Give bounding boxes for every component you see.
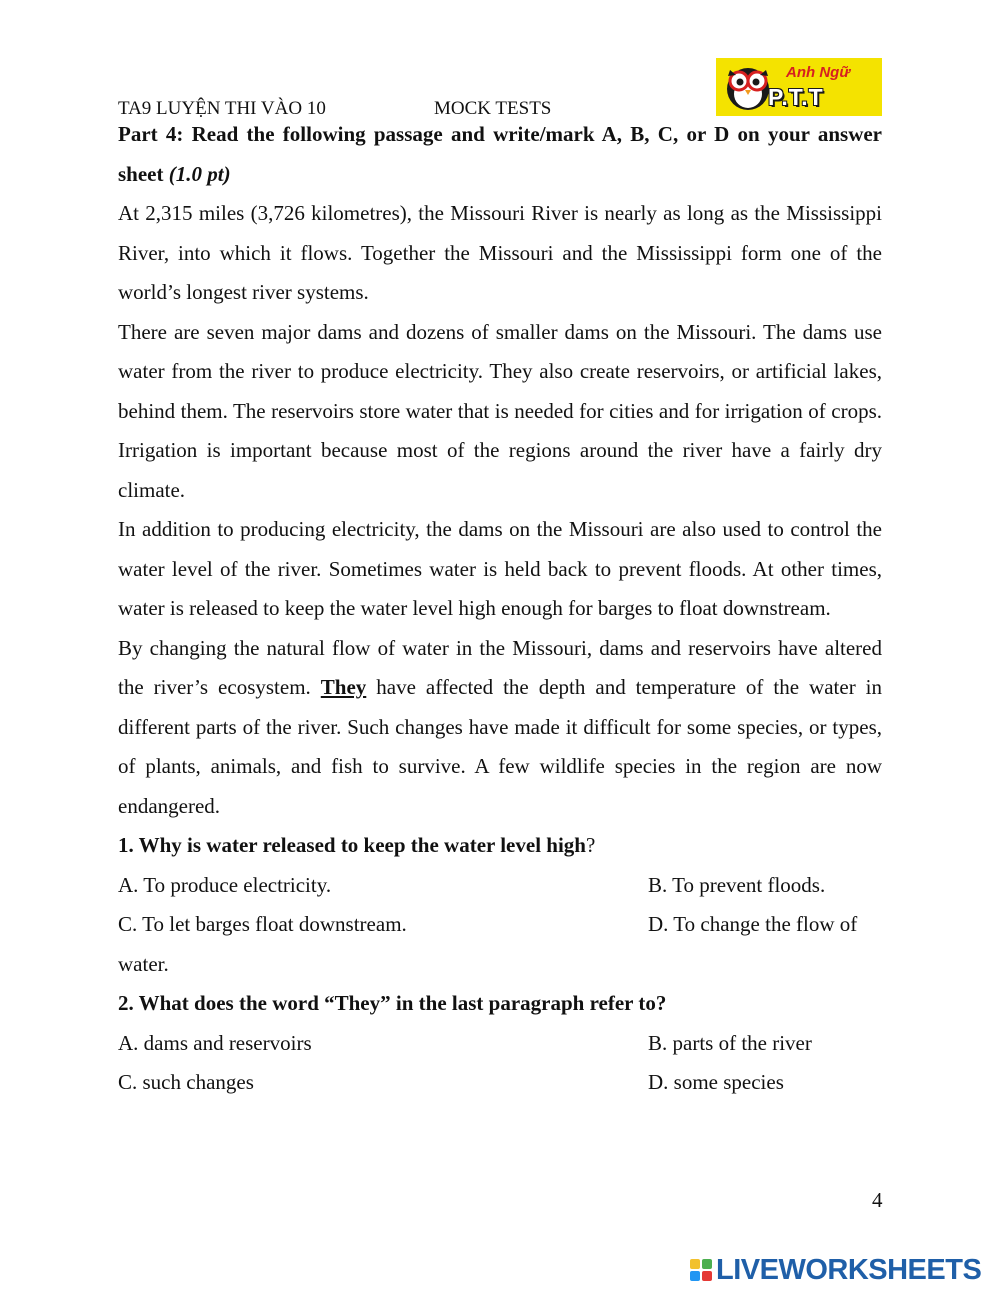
icon-square-4 (702, 1271, 712, 1281)
liveworksheets-icon (690, 1259, 712, 1281)
header-series: TA9 LUYỆN THI VÀO 10 (118, 98, 326, 119)
q1-option-b[interactable]: B. To prevent floods. (648, 872, 826, 897)
icon-square-2 (702, 1259, 712, 1269)
question-1-options-row-2 (118, 905, 882, 945)
owl-icon (722, 62, 774, 112)
passage-paragraph-3: In addition to producing electricity, the dams on the Missouri are also used to control the water level of the river. Sometimes water is held back to prevent floods. At other times, water is released to keep the water level high enough for barges to float downstream. (118, 517, 882, 620)
q1-option-d[interactable]: D. To change the flow of (648, 912, 858, 936)
question-1-mark: ? (585, 833, 596, 857)
icon-square-3 (690, 1271, 700, 1281)
q1-option-c[interactable]: C. To let barges float downstream. (118, 912, 407, 936)
q1-option-a[interactable]: A. To produce electricity. (118, 872, 332, 897)
part-points: (1.0 pt) (168, 161, 231, 186)
q2-option-d[interactable]: D. some species (648, 1070, 784, 1094)
q2-option-a[interactable]: A. dams and reservoirs (118, 1030, 312, 1055)
question-2: 2. What does the word “They” in the last paragraph refer to? (118, 991, 667, 1015)
brand-text: LIVEWORKSHEETS (716, 1253, 982, 1286)
icon-square-1 (690, 1259, 700, 1269)
logo-top-text: Anh Ngữ (786, 64, 851, 81)
question-1 (118, 826, 882, 866)
passage-paragraph-4 (118, 629, 882, 827)
brand-logo (716, 58, 882, 116)
part-instruction-text: Part 4: Read the following passage and write/mark A, B, C, or D on your answer sheet (118, 122, 882, 186)
question-2-options-row-2 (118, 1063, 882, 1103)
q1-option-d-continued: water. (118, 951, 169, 976)
passage-paragraph-1: At 2,315 miles (3,726 kilometres), the Missouri River is nearly as long as the Mississippi River, into which it flows. Together the Missouri and the Mississippi form one of the world’s longest river systems. (118, 201, 882, 304)
part-instruction (118, 115, 882, 194)
q2-option-b[interactable]: B. parts of the river (648, 1030, 812, 1055)
question-1-stem: 1. Why is water released to keep the water level high (118, 833, 586, 857)
liveworksheets-brand[interactable] (690, 1253, 981, 1287)
paragraph-4-rest: have affected the depth and temperature of the water in different parts of the river. Such changes have made it difficult for some species, or types, of plants, animals, and fish to survive. A few wildlife species in the region are now endangered. (118, 675, 883, 818)
logo-bottom-text: P.T.T (768, 84, 824, 110)
question-1-options-row-1 (118, 866, 882, 906)
page-number: 4 (872, 1188, 883, 1212)
question-2-options-row-1 (118, 1024, 882, 1064)
keyword-they: They (320, 675, 367, 699)
worksheet-content (118, 115, 882, 1103)
paragraph-4-lead: By changing the natural flow of water in the Missouri, dams and reservoirs have altered the river’s ecosystem. (118, 635, 882, 699)
q2-option-c[interactable]: C. such changes (118, 1070, 254, 1094)
passage-paragraph-2: There are seven major dams and dozens of smaller dams on the Missouri. The dams use water from the river to produce electricity. They also create reservoirs, or artificial lakes, behind them. The reservoirs store water that is needed for cities and for irrigation of crops. Irrigation is important because most of the regions around the river have a fairly dry climate. (118, 319, 882, 502)
header-title: MOCK TESTS (434, 98, 552, 119)
